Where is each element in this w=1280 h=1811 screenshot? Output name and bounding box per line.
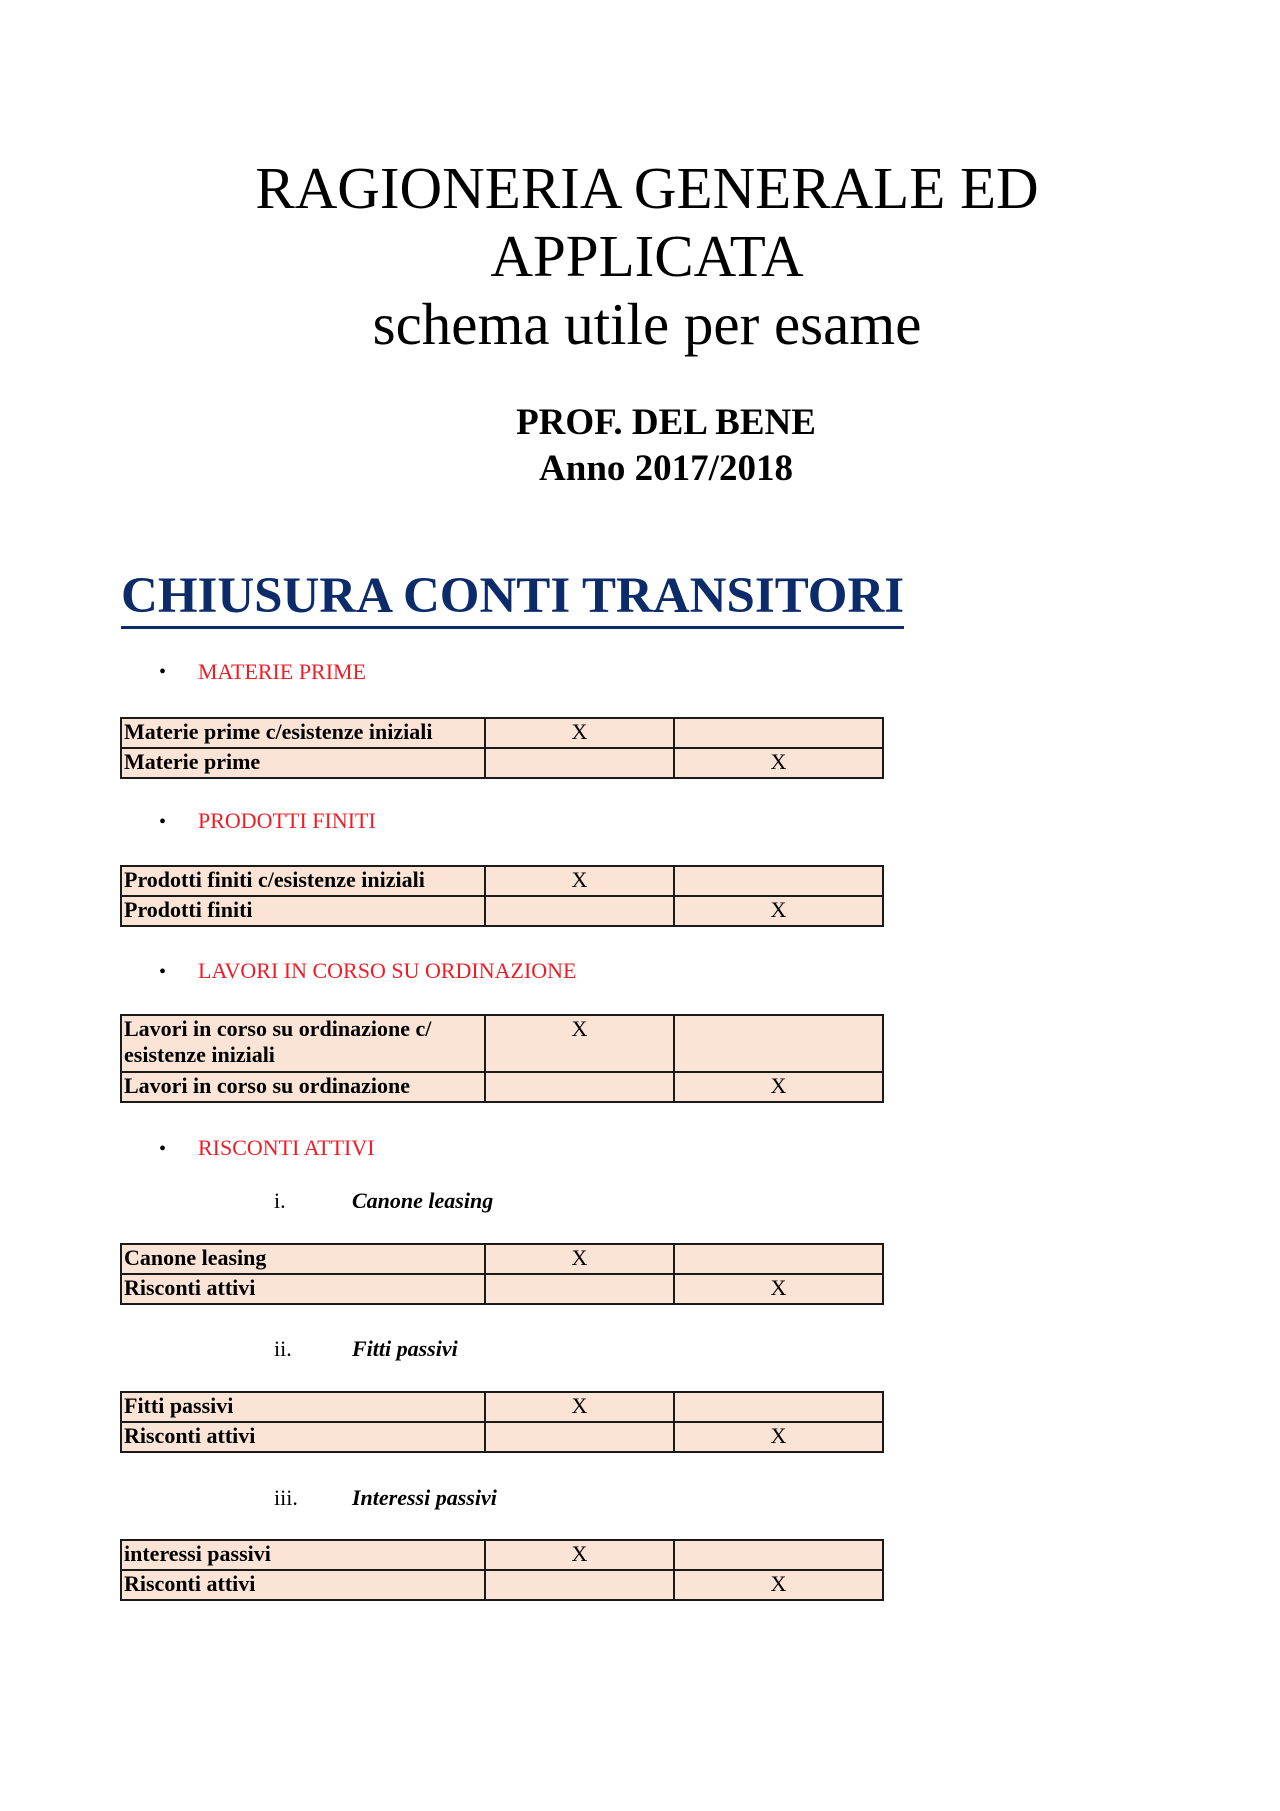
debit-cell: X: [485, 866, 674, 896]
credit-cell: X: [674, 748, 883, 778]
account-cell: Lavori in corso su ordinazione c/ esistenze iniziali: [121, 1015, 485, 1072]
account-cell: Canone leasing: [121, 1244, 485, 1274]
table-row: [121, 1072, 883, 1102]
credit-cell: [674, 718, 883, 748]
credit-cell: X: [674, 1274, 883, 1304]
table-row: [121, 1274, 883, 1304]
table-row: [121, 748, 883, 778]
list-numeral: iii.: [274, 1485, 298, 1510]
credit-cell: X: [674, 896, 883, 926]
category-label: PRODOTTI FINITI: [198, 808, 376, 833]
debit-cell: [485, 896, 674, 926]
debit-cell: [485, 1072, 674, 1102]
section-heading: CHIUSURA CONTI TRANSITORI: [121, 566, 904, 629]
document-subtitle: schema utile per esame: [372, 291, 922, 357]
subsection-label: Interessi passivi: [352, 1485, 497, 1510]
account-cell: Risconti attivi: [121, 1570, 485, 1600]
debit-cell: [485, 1422, 674, 1452]
credit-cell: X: [674, 1422, 883, 1452]
journal-table: [120, 1539, 884, 1601]
debit-cell: X: [485, 1244, 674, 1274]
category-label: MATERIE PRIME: [198, 659, 367, 684]
debit-cell: X: [485, 1540, 674, 1570]
account-cell: Prodotti finiti c/esistenze iniziali: [121, 866, 485, 896]
credit-cell: X: [674, 1570, 883, 1600]
table-row: [121, 866, 883, 896]
credit-cell: [674, 866, 883, 896]
credit-cell: [674, 1244, 883, 1274]
list-numeral: i.: [274, 1188, 286, 1213]
journal-table: [120, 1243, 884, 1305]
course-info: [0, 400, 1280, 492]
bullet-icon: •: [159, 811, 167, 833]
table-row: [121, 1015, 883, 1072]
account-cell: Prodotti finiti: [121, 896, 485, 926]
credit-cell: [674, 1015, 883, 1072]
journal-table: [120, 717, 884, 779]
debit-cell: [485, 748, 674, 778]
account-cell: Risconti attivi: [121, 1422, 485, 1452]
debit-cell: X: [485, 718, 674, 748]
category-label: RISCONTI ATTIVI: [198, 1135, 375, 1160]
list-numeral: ii.: [274, 1336, 292, 1361]
academic-year: Anno 2017/2018: [539, 448, 793, 489]
title-line-2: APPLICATA: [490, 223, 804, 289]
account-cell: Risconti attivi: [121, 1274, 485, 1304]
account-cell: Lavori in corso su ordinazione: [121, 1072, 485, 1102]
debit-cell: X: [485, 1015, 674, 1072]
debit-cell: X: [485, 1392, 674, 1422]
category-label: LAVORI IN CORSO SU ORDINAZIONE: [198, 958, 577, 983]
journal-table: [120, 1014, 884, 1103]
debit-cell: [485, 1274, 674, 1304]
credit-cell: [674, 1392, 883, 1422]
journal-table: [120, 1391, 884, 1453]
table-row: [121, 1244, 883, 1274]
table-row: [121, 1392, 883, 1422]
table-row: [121, 1570, 883, 1600]
credit-cell: X: [674, 1072, 883, 1102]
account-cell: Materie prime: [121, 748, 485, 778]
subsection-label: Fitti passivi: [352, 1336, 458, 1361]
bullet-icon: •: [159, 961, 167, 983]
credit-cell: [674, 1540, 883, 1570]
document-title: [0, 154, 1280, 358]
title-line-1: RAGIONERIA GENERALE ED: [255, 155, 1039, 221]
table-row: [121, 718, 883, 748]
account-cell: Materie prime c/esistenze iniziali: [121, 718, 485, 748]
bullet-icon: •: [159, 1138, 167, 1160]
subsection-label: Canone leasing: [352, 1188, 494, 1213]
bullet-icon: •: [159, 661, 167, 683]
professor-name: PROF. DEL BENE: [516, 402, 816, 443]
journal-table: [120, 865, 884, 927]
account-cell: Fitti passivi: [121, 1392, 485, 1422]
table-row: [121, 896, 883, 926]
debit-cell: [485, 1570, 674, 1600]
table-row: [121, 1540, 883, 1570]
account-cell: interessi passivi: [121, 1540, 485, 1570]
table-row: [121, 1422, 883, 1452]
